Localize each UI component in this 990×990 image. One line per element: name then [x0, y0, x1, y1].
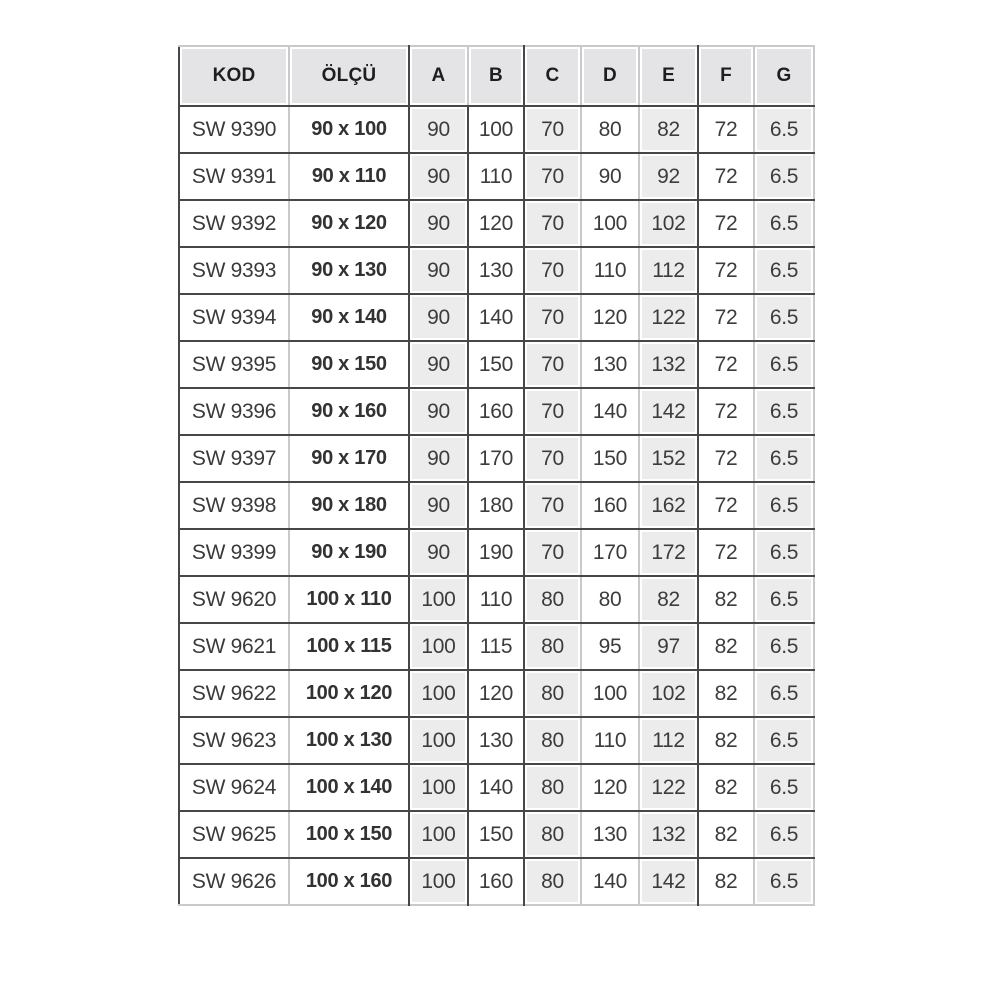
cell-olcu: 90 x 180 — [289, 482, 409, 529]
table-row — [179, 341, 814, 388]
cell-d: 90 — [581, 153, 639, 200]
cell-c: 70 — [524, 388, 581, 435]
cell-g: 6.5 — [754, 811, 814, 858]
cell-olcu: 100 x 130 — [289, 717, 409, 764]
cell-d: 120 — [581, 294, 639, 341]
cell-e: 132 — [639, 341, 698, 388]
cell-c: 80 — [524, 858, 581, 905]
header-b: B — [468, 46, 524, 106]
cell-d: 80 — [581, 576, 639, 623]
cell-olcu: 100 x 115 — [289, 623, 409, 670]
cell-f: 82 — [698, 811, 754, 858]
cell-a: 90 — [409, 341, 468, 388]
header-g: G — [754, 46, 814, 106]
cell-f: 82 — [698, 670, 754, 717]
cell-c: 70 — [524, 482, 581, 529]
cell-c: 70 — [524, 200, 581, 247]
cell-e: 122 — [639, 764, 698, 811]
cell-a: 90 — [409, 529, 468, 576]
cell-g: 6.5 — [754, 388, 814, 435]
cell-kod: SW 9623 — [179, 717, 289, 764]
cell-kod: SW 9621 — [179, 623, 289, 670]
cell-c: 70 — [524, 153, 581, 200]
dimension-spec-table — [178, 45, 815, 906]
table-row — [179, 153, 814, 200]
cell-kod: SW 9395 — [179, 341, 289, 388]
cell-b: 140 — [468, 764, 524, 811]
cell-g: 6.5 — [754, 341, 814, 388]
cell-kod: SW 9396 — [179, 388, 289, 435]
header-e: E — [639, 46, 698, 106]
cell-kod: SW 9622 — [179, 670, 289, 717]
cell-kod: SW 9620 — [179, 576, 289, 623]
cell-a: 100 — [409, 623, 468, 670]
cell-g: 6.5 — [754, 247, 814, 294]
table-row — [179, 482, 814, 529]
cell-e: 97 — [639, 623, 698, 670]
cell-a: 90 — [409, 247, 468, 294]
table-row — [179, 294, 814, 341]
header-c: C — [524, 46, 581, 106]
cell-d: 130 — [581, 811, 639, 858]
cell-g: 6.5 — [754, 623, 814, 670]
cell-a: 90 — [409, 153, 468, 200]
header-olcu: ÖLÇÜ — [289, 46, 409, 106]
cell-kod: SW 9625 — [179, 811, 289, 858]
cell-a: 100 — [409, 576, 468, 623]
cell-olcu: 100 x 110 — [289, 576, 409, 623]
cell-kod: SW 9390 — [179, 106, 289, 153]
cell-e: 172 — [639, 529, 698, 576]
cell-b: 150 — [468, 811, 524, 858]
cell-b: 150 — [468, 341, 524, 388]
cell-g: 6.5 — [754, 482, 814, 529]
table-row — [179, 623, 814, 670]
table-row — [179, 435, 814, 482]
cell-f: 82 — [698, 576, 754, 623]
cell-c: 80 — [524, 623, 581, 670]
cell-e: 102 — [639, 670, 698, 717]
cell-g: 6.5 — [754, 764, 814, 811]
cell-f: 72 — [698, 529, 754, 576]
cell-b: 190 — [468, 529, 524, 576]
cell-f: 82 — [698, 764, 754, 811]
header-f: F — [698, 46, 754, 106]
cell-c: 70 — [524, 247, 581, 294]
cell-kod: SW 9399 — [179, 529, 289, 576]
table-row — [179, 858, 814, 905]
cell-a: 100 — [409, 717, 468, 764]
cell-e: 152 — [639, 435, 698, 482]
cell-olcu: 90 x 120 — [289, 200, 409, 247]
cell-c: 80 — [524, 576, 581, 623]
table-row — [179, 811, 814, 858]
cell-d: 110 — [581, 247, 639, 294]
cell-f: 72 — [698, 482, 754, 529]
table-row — [179, 388, 814, 435]
cell-e: 82 — [639, 576, 698, 623]
cell-e: 112 — [639, 247, 698, 294]
cell-e: 92 — [639, 153, 698, 200]
cell-e: 162 — [639, 482, 698, 529]
cell-e: 142 — [639, 858, 698, 905]
table-row — [179, 576, 814, 623]
cell-b: 140 — [468, 294, 524, 341]
cell-d: 80 — [581, 106, 639, 153]
cell-f: 72 — [698, 247, 754, 294]
cell-f: 72 — [698, 200, 754, 247]
cell-g: 6.5 — [754, 200, 814, 247]
cell-f: 72 — [698, 341, 754, 388]
cell-olcu: 100 x 160 — [289, 858, 409, 905]
cell-g: 6.5 — [754, 717, 814, 764]
table-row — [179, 764, 814, 811]
cell-olcu: 90 x 170 — [289, 435, 409, 482]
cell-c: 80 — [524, 670, 581, 717]
cell-g: 6.5 — [754, 529, 814, 576]
cell-c: 80 — [524, 811, 581, 858]
cell-kod: SW 9626 — [179, 858, 289, 905]
cell-b: 180 — [468, 482, 524, 529]
header-row — [179, 46, 814, 106]
cell-a: 90 — [409, 388, 468, 435]
cell-d: 95 — [581, 623, 639, 670]
cell-d: 100 — [581, 200, 639, 247]
header-kod: KOD — [179, 46, 289, 106]
cell-c: 70 — [524, 294, 581, 341]
cell-e: 102 — [639, 200, 698, 247]
cell-a: 100 — [409, 858, 468, 905]
cell-b: 120 — [468, 200, 524, 247]
cell-f: 82 — [698, 858, 754, 905]
cell-f: 72 — [698, 106, 754, 153]
cell-g: 6.5 — [754, 576, 814, 623]
cell-g: 6.5 — [754, 435, 814, 482]
cell-f: 72 — [698, 388, 754, 435]
cell-d: 150 — [581, 435, 639, 482]
cell-e: 132 — [639, 811, 698, 858]
cell-olcu: 100 x 150 — [289, 811, 409, 858]
cell-g: 6.5 — [754, 858, 814, 905]
cell-b: 170 — [468, 435, 524, 482]
cell-d: 100 — [581, 670, 639, 717]
cell-b: 160 — [468, 858, 524, 905]
cell-e: 142 — [639, 388, 698, 435]
cell-olcu: 100 x 120 — [289, 670, 409, 717]
cell-g: 6.5 — [754, 294, 814, 341]
cell-b: 110 — [468, 153, 524, 200]
cell-d: 140 — [581, 388, 639, 435]
cell-e: 82 — [639, 106, 698, 153]
cell-olcu: 90 x 190 — [289, 529, 409, 576]
cell-kod: SW 9391 — [179, 153, 289, 200]
cell-c: 70 — [524, 529, 581, 576]
cell-d: 120 — [581, 764, 639, 811]
cell-kod: SW 9392 — [179, 200, 289, 247]
cell-b: 160 — [468, 388, 524, 435]
cell-d: 140 — [581, 858, 639, 905]
cell-f: 72 — [698, 435, 754, 482]
cell-c: 70 — [524, 106, 581, 153]
cell-olcu: 90 x 160 — [289, 388, 409, 435]
cell-f: 72 — [698, 294, 754, 341]
cell-olcu: 90 x 150 — [289, 341, 409, 388]
cell-a: 90 — [409, 106, 468, 153]
cell-kod: SW 9394 — [179, 294, 289, 341]
cell-kod: SW 9397 — [179, 435, 289, 482]
table-row — [179, 200, 814, 247]
table-row — [179, 529, 814, 576]
cell-g: 6.5 — [754, 106, 814, 153]
cell-b: 115 — [468, 623, 524, 670]
cell-olcu: 90 x 130 — [289, 247, 409, 294]
table-row — [179, 670, 814, 717]
cell-d: 130 — [581, 341, 639, 388]
table-row — [179, 717, 814, 764]
cell-e: 112 — [639, 717, 698, 764]
cell-b: 130 — [468, 717, 524, 764]
cell-a: 90 — [409, 482, 468, 529]
cell-olcu: 90 x 100 — [289, 106, 409, 153]
header-d: D — [581, 46, 639, 106]
cell-g: 6.5 — [754, 670, 814, 717]
cell-c: 70 — [524, 341, 581, 388]
cell-f: 72 — [698, 153, 754, 200]
cell-c: 80 — [524, 717, 581, 764]
cell-g: 6.5 — [754, 153, 814, 200]
cell-b: 100 — [468, 106, 524, 153]
table-row — [179, 106, 814, 153]
cell-f: 82 — [698, 623, 754, 670]
cell-a: 100 — [409, 811, 468, 858]
cell-a: 90 — [409, 435, 468, 482]
cell-c: 80 — [524, 764, 581, 811]
cell-a: 90 — [409, 200, 468, 247]
cell-d: 160 — [581, 482, 639, 529]
cell-kod: SW 9398 — [179, 482, 289, 529]
cell-d: 170 — [581, 529, 639, 576]
cell-e: 122 — [639, 294, 698, 341]
cell-c: 70 — [524, 435, 581, 482]
cell-olcu: 100 x 140 — [289, 764, 409, 811]
table-body — [179, 106, 814, 905]
cell-b: 110 — [468, 576, 524, 623]
cell-kod: SW 9624 — [179, 764, 289, 811]
cell-olcu: 90 x 110 — [289, 153, 409, 200]
cell-b: 120 — [468, 670, 524, 717]
table-row — [179, 247, 814, 294]
cell-a: 100 — [409, 670, 468, 717]
cell-olcu: 90 x 140 — [289, 294, 409, 341]
cell-a: 90 — [409, 294, 468, 341]
cell-kod: SW 9393 — [179, 247, 289, 294]
header-a: A — [409, 46, 468, 106]
cell-f: 82 — [698, 717, 754, 764]
cell-d: 110 — [581, 717, 639, 764]
cell-a: 100 — [409, 764, 468, 811]
cell-b: 130 — [468, 247, 524, 294]
